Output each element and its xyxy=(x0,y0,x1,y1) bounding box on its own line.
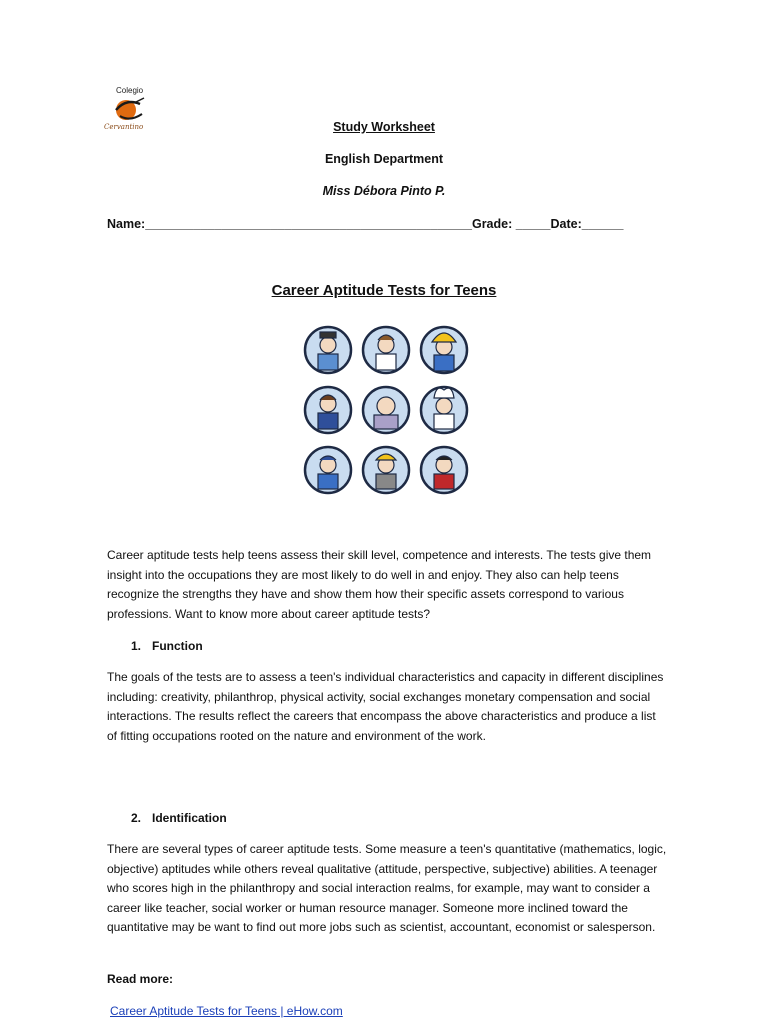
school-logo-label: Colegio xyxy=(116,86,144,95)
teacher-name: Miss Débora Pinto P. xyxy=(322,184,446,198)
date-label: Date: xyxy=(550,217,582,231)
section-title: Identification xyxy=(152,811,227,825)
document-title: Career Aptitude Tests for Teens xyxy=(271,282,497,299)
intro-paragraph: Career aptitude tests help teens assess their skill level, competence and interests. The tests give them insight into the occupations they are most likely to do well in and enjoy. They also can help teens recognize the strengths they have and show them how their specific assets correspond to various professions. Want to know more about career aptitude tests? xyxy=(107,548,652,621)
date-blank: ______ xyxy=(581,217,624,231)
section-number: 1. xyxy=(131,639,142,653)
school-logo-script: Cervantino xyxy=(104,123,144,131)
worksheet-title: Study Worksheet xyxy=(333,120,435,134)
name-label: Name: xyxy=(107,217,146,231)
read-more-label: Read more: xyxy=(107,972,174,986)
identification-paragraph: There are several types of career aptitude tests. Some measure a teen's quantitative (mathematics, logic, objective) aptitudes while others reveal qualitative (attitude, perspective, subjective) abilities. A teenager who scores high in the philanthropy and social interaction realms, for example, may want to consider a career like teacher, social worker or human resource manager. Someone more inclined toward the quantitative may be want to find out more jobs such as scientist, accountant, economist or salesperson. xyxy=(107,842,667,935)
grade-label: Grade: xyxy=(471,217,513,231)
student-info-line xyxy=(107,217,624,231)
grade-blank: _____ xyxy=(515,217,551,231)
ehow-source-link[interactable]: Career Aptitude Tests for Teens | eHow.com xyxy=(110,1004,343,1018)
section-title: Function xyxy=(152,639,203,653)
career-occupations-icon xyxy=(300,320,472,502)
section-number: 2. xyxy=(131,811,142,825)
name-blank: _______________________________________________ xyxy=(145,217,472,231)
function-paragraph: The goals of the tests are to assess a teen's individual characteristics and capacity in different disciplines including: creativity, philanthrop, physical activity, social exchanges monetary compensation and social interactions. The results reflect the careers that encompass the above characteristics and produce a list of fitting occupations rooted on the nature and environment of the work. xyxy=(107,670,664,743)
department: English Department xyxy=(324,152,444,166)
